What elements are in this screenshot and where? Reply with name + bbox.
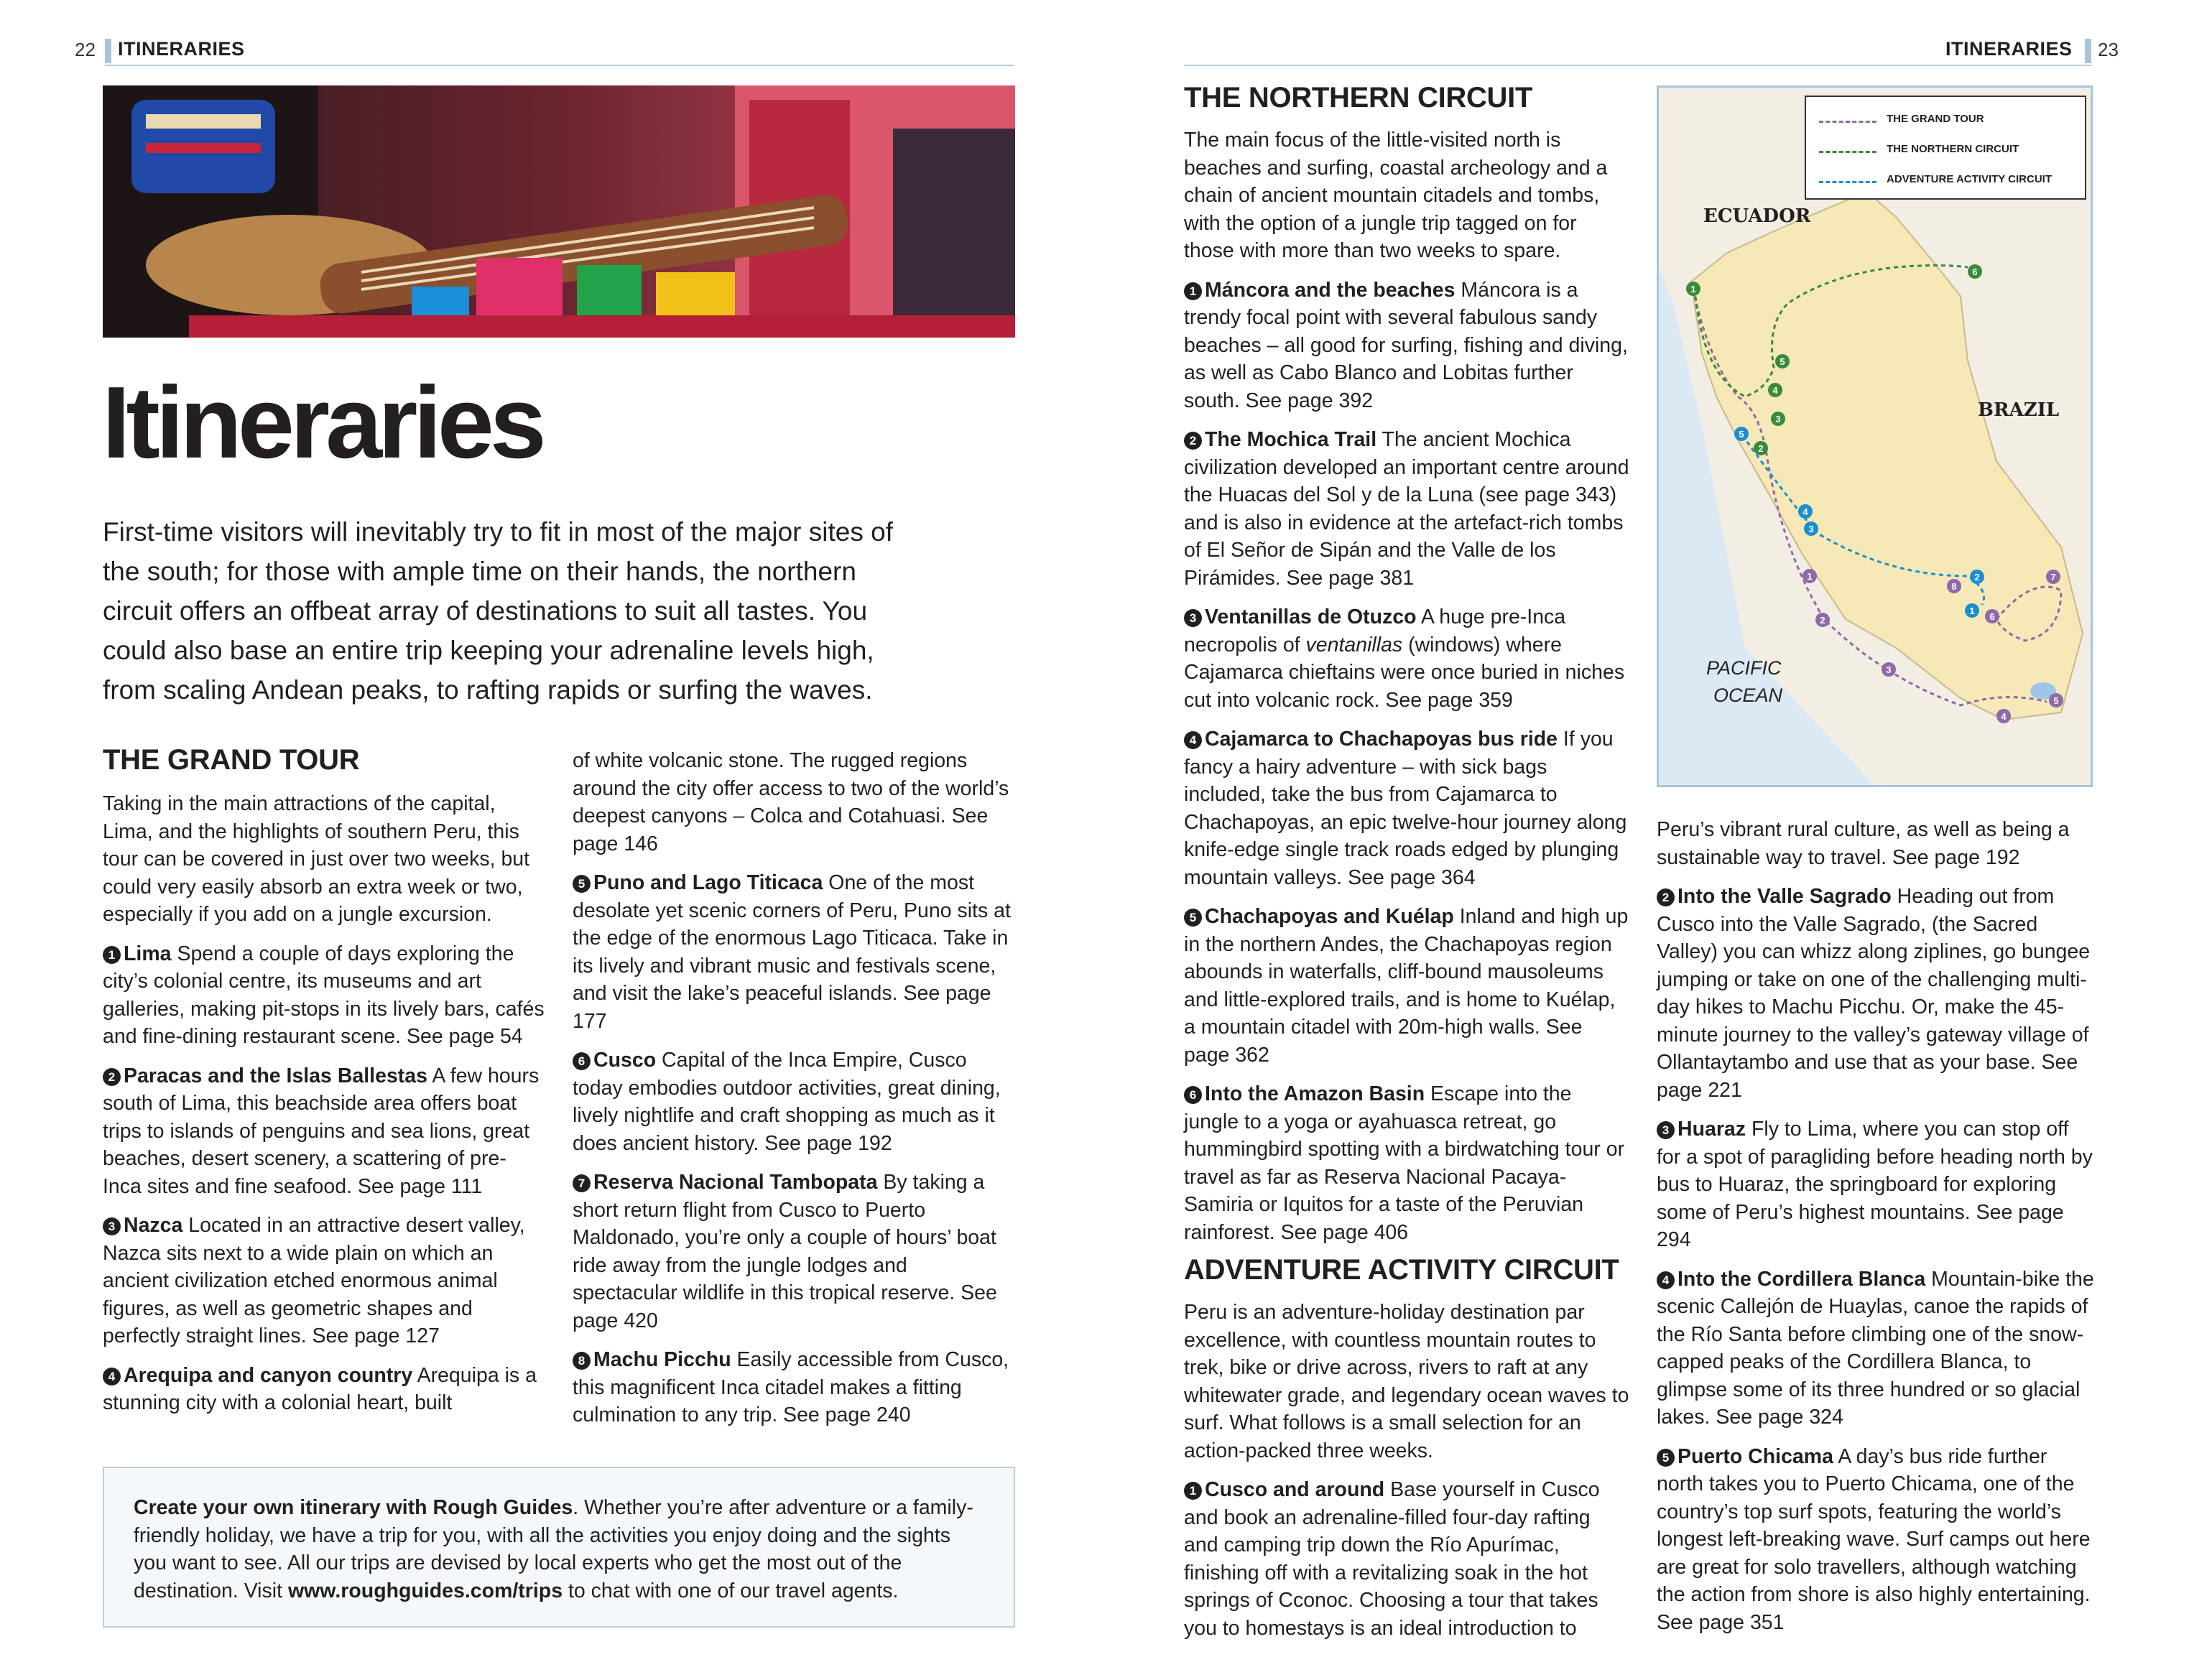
item-title: Cusco and around [1205,1478,1385,1501]
list-item [1184,903,1629,1069]
item-title: Nazca [124,1214,183,1237]
item-text: (windows) where Cajamarca chieftains were once buried in niches cut into volcanic rock. See page 359 [1184,633,1625,712]
svg-text:3: 3 [1775,414,1781,424]
svg-text:3: 3 [1886,664,1892,675]
list-item [103,1062,545,1201]
map-label-ecuador: ECUADOR [1703,205,1811,227]
grand-tour-column-2 [573,747,1014,1441]
item-number: 5 [1657,1449,1675,1467]
running-head-left: ITINERARIES [118,38,245,60]
svg-text:3: 3 [1808,524,1814,534]
callout-text-2: to chat with one of our travel agents. [563,1579,899,1602]
item-title: Ventanillas de Otuzco [1205,605,1417,628]
grand-tour-column-1 [103,790,545,1429]
item-number: 4 [1184,731,1202,749]
item-title: Paracas and the Islas Ballestas [124,1064,427,1087]
item-text: Base yourself in Cusco and book an adrenaline-filled four-day rafting and camping trip down the Río Apurímac, finishing off with a revitalizing soak in the hot springs of Cconoc. Choosing a tour that takes you to homestays is an ideal introduction to [1184,1478,1600,1640]
northern-column [1184,126,1629,1258]
northern-intro: The main focus of the little-visited north is beaches and surfing, coastal archeology and a chain of ancient mountain citadels and tombs, with the option of a jungle trip tagged on for those with more than two weeks to spare. [1184,129,1608,262]
item-title: Puno and Lago Titicaca [593,871,823,894]
route-map [1657,85,2093,787]
item-text: If you fancy a hairy adventure – with sick bags included, take the bus from Cajamarca to Chachapoyas, an epic twelve-hour journey along knife-edge single track roads edged by plunging mountain valleys. See page 364 [1184,728,1627,889]
item-number: 3 [103,1217,121,1235]
list-item [103,1362,545,1417]
adventure-column-1 [1184,1299,1629,1653]
page-number-left: 22 [75,39,96,60]
svg-text:2: 2 [1758,443,1764,454]
item-title: Arequipa and canyon country [124,1363,413,1387]
item-title: Puerto Chicama [1677,1444,1833,1468]
photo-guitar-textiles [103,85,1015,338]
legend-swatch-northern [1819,151,1876,153]
item-title: The Mochica Trail [1205,428,1377,451]
page-number-right: 23 [2098,39,2119,60]
list-item [1657,1443,2095,1637]
svg-text:1: 1 [1969,605,1975,616]
item-title: Into the Cordillera Blanca [1677,1267,1926,1291]
item-title: Lima [124,942,172,965]
list-item [1184,725,1629,891]
adventure-intro: Peru is an adventure-holiday destination par excellence, with countless mountain routes to trek, bike or drive across, rivers to raft at any whitewater grade, and legendary ocean waves to surf. What follows is a small selection for an action-packed three weeks. [1184,1301,1629,1462]
page-title: Itineraries [102,366,542,480]
item-title: Into the Valle Sagrado [1677,885,1892,908]
legend-label: ADVENTURE ACTIVITY CIRCUIT [1887,173,2053,185]
item-number: 4 [1657,1271,1675,1289]
callout-bold: Create your own itinerary with Rough Guides [134,1496,573,1519]
legend-label: THE GRAND TOUR [1887,113,1984,125]
callout-text-1: . Whether you’re after adventure or a family-friendly holiday, we have a trip for you, with all the activities you enjoy doing and the sights you want to see. All our trips are devised by local experts who get the most out of the destination. Visit [134,1496,973,1602]
item-title: Machu Picchu [593,1348,731,1371]
svg-text:8: 8 [1951,581,1957,592]
item-text: Capital of the Inca Empire, Cusco today embodies outdoor activities, great dining, lively nightlife and craft shopping as much as it does ancient history. See page 192 [573,1049,1001,1155]
list-item [573,1346,1014,1429]
map-label-brazil: BRAZIL [1978,399,2060,421]
item-title: Reserva Nacional Tambopata [593,1171,878,1194]
adventure-column-2 [1657,816,2095,1648]
svg-text:1: 1 [1807,571,1813,582]
svg-text:4: 4 [1772,385,1778,396]
northern-heading: THE NORTHERN CIRCUIT [1184,82,1533,113]
item-text: Fly to Lima, where you can stop off for a spot of paragliding before heading north by bus to Huaraz, the springboard for exploring some of Peru’s highest mountains. See page 294 [1657,1118,2093,1251]
continuation-text: Peru’s vibrant rural culture, as well as being a sustainable way to travel. See page 192 [1657,818,2070,869]
item-text: Escape into the jungle to a yoga or ayahuasca retreat, go hummingbird spotting with a birdwatching tour or travel as far as Reserva Nacional Pacaya-Samiria or Iquitos for a taste of the Peruvian rainforest. See page 406 [1184,1082,1625,1244]
callout-link[interactable]: www.roughguides.com/trips [287,1579,563,1602]
list-item [573,1046,1014,1157]
item-text: Arequipa is a stunning city with a colonial heart, built [103,1363,537,1414]
item-text: Easily accessible from Cusco, this magnificent Inca citadel makes a fitting culmination to any trip. See page 240 [573,1348,1009,1426]
item-text: Inland and high up in the northern Andes, the Chachapoyas region abounds in waterfalls, cliff-bound mausoleums and little-explored trails, and is home to Kuélap, a mountain citadel with 20m-high walls. See page 362 [1184,905,1629,1067]
svg-text:2: 2 [1820,615,1825,626]
svg-text:5: 5 [2053,695,2059,706]
list-item [1184,426,1629,592]
list-item [1657,1266,2095,1431]
adventure-heading: ADVENTURE ACTIVITY CIRCUIT [1184,1254,1619,1286]
item-text: A few hours south of Lima, this beachside area offers boat trips to islands of penguins and sea lions, great beaches, desert scenery, a scattering of pre-Inca sites and fine seafood. See page 111 [103,1064,540,1198]
item-title: Cusco [593,1049,657,1072]
item-text: Located in an attractive desert valley, Nazca sits next to a wide plain on which an ancient civilization etched enormous animal figures, as well as geometric shapes and perfectly straight lines. See page 127 [103,1214,525,1347]
item-number: 2 [1184,432,1202,450]
map-label-ocean: OCEAN [1713,684,1783,706]
item-text: Máncora is a trendy focal point with several fabulous sandy beaches – all good for surfing, fishing and diving, as well as Cabo Blanco and Lobitas further south. See page 392 [1184,278,1628,412]
legend-label: THE NORTHERN CIRCUIT [1887,143,2019,155]
running-head-bar [2085,39,2091,63]
callout-text [134,1494,989,1605]
item-text: Spend a couple of days exploring the city’s colonial centre, its museums and art galleries, making pit-stops in its lively bars, cafés and fine-dining restaurant scene. See page 54 [103,942,545,1048]
item-number: 3 [1657,1121,1675,1139]
item-text: One of the most desolate yet scenic corners of Peru, Puno sits at the edge of the enormous Lago Titicaca. Take in its lively and vibrant music and festivals scene, and visit the lake’s peaceful islands. See page 177 [573,871,1011,1033]
item-text: The ancient Mochica civilization developed an important centre around the Huacas del Sol y de la Luna (see page 343) and is also in evidence at the artefact-rich tombs of El Señor de Sipán and the Valle de los Pirámides. See page 381 [1184,428,1629,590]
svg-text:7: 7 [2050,572,2056,583]
header-photo [103,85,1015,338]
item-number: 1 [1184,282,1202,300]
legend-swatch-grand-tour [1819,121,1876,123]
item-number: 6 [1184,1086,1202,1104]
list-item [1184,1476,1629,1642]
item-number: 8 [573,1352,591,1370]
svg-text:4: 4 [2001,711,2007,722]
list-item [103,940,545,1051]
intro-paragraph: First-time visitors will inevitably try to fit in most of the major sites of the south; for those with ample time on their hands, the northern circuit offers an offbeat array of destinations to suit all tastes. You could also base an entire trip keeping your adrenaline levels high, from scaling Andean peaks, to rafting rapids or surfing the waves. [103,517,893,705]
list-item [1184,1080,1629,1246]
grand-tour-heading: THE GRAND TOUR [103,744,360,776]
item-title: Chachapoyas and Kuélap [1205,905,1454,928]
item-number: 5 [1184,909,1202,927]
list-item [1657,1115,2095,1254]
list-item [573,869,1014,1035]
item-text: By taking a short return flight from Cusco to Puerto Maldonado, you’re only a couple of hours’ boat ride away from the jungle lodges and spectacular wildlife in this tropical reserve. See page 420 [573,1171,997,1332]
svg-text:6: 6 [1972,266,1978,277]
item-number: 3 [1184,609,1202,627]
item-title: Cajamarca to Chachapoyas bus ride [1205,728,1558,751]
item-text-italic: ventanillas [1305,633,1403,656]
item-number: 1 [1184,1482,1202,1500]
legend-swatch-adventure [1819,181,1876,183]
list-item [1184,277,1629,415]
svg-text:4: 4 [1802,506,1808,517]
item-text: Mountain-bike the scenic Callejón de Huaylas, canoe the rapids of the Río Santa before climbing one of the snow-capped peaks of the Cordillera Blanca, to glimpse some of its three hundred or so glacial lakes. See page 324 [1657,1267,2094,1429]
item-number: 6 [573,1052,591,1070]
item-number: 2 [103,1068,121,1086]
item-number: 7 [573,1174,591,1192]
list-item [1657,883,2095,1104]
header-rule-right [1184,65,2092,66]
list-item [573,1169,1014,1335]
item-number: 1 [103,946,121,964]
item-title: Huaraz [1677,1118,1746,1141]
list-item [103,1212,545,1350]
callout-box [103,1467,1015,1628]
map-label-pacific: PACIFIC [1706,657,1782,679]
grand-tour-intro: Taking in the main attractions of the capital, Lima, and the highlights of southern Peru, this tour can be covered in just over two weeks, but could very easily absorb an extra week or two, especially if you add on a jungle excursion. [103,792,530,926]
running-head-right: ITINERARIES [1945,38,2073,60]
item-title: Into the Amazon Basin [1205,1082,1425,1105]
item-text: A day’s bus ride further north takes you to Puerto Chicama, one of the country’s top surf spots, featuring the world’s longest left-breaking wave. Surf camps out here are great for solo travellers, although watching the action from shore is also highly entertaining. See page 351 [1657,1444,2091,1634]
running-head-bar [105,39,111,63]
svg-text:6: 6 [1989,611,1995,622]
item-number: 5 [573,875,591,893]
item-text: A huge pre-Inca necropolis of [1184,605,1566,656]
item-number: 2 [1657,888,1675,906]
item-number: 4 [103,1368,121,1386]
map-legend [1805,96,2086,200]
item-title: Máncora and the beaches [1205,278,1456,302]
svg-text:1: 1 [1690,284,1696,294]
svg-text:5: 5 [1739,429,1744,440]
header-rule-left [105,65,1014,66]
svg-text:5: 5 [1780,356,1785,367]
svg-text:2: 2 [1974,572,1980,583]
list-item [1184,603,1629,714]
continuation-text: of white volcanic stone. The rugged regions around the city offer access to two of the world’s deepest canyons – Colca and Cotahuasi. See page 146 [573,749,1009,855]
item-text: Heading out from Cusco into the Valle Sagrado, (the Sacred Valley) you can whizz along ziplines, go bungee jumping or take on one of the challenging multi-day hikes to Machu Picchu. Or, make the 45-minute journey to the valley’s gateway village of Ollantaytambo and use that as your base. See page 221 [1657,885,2091,1102]
